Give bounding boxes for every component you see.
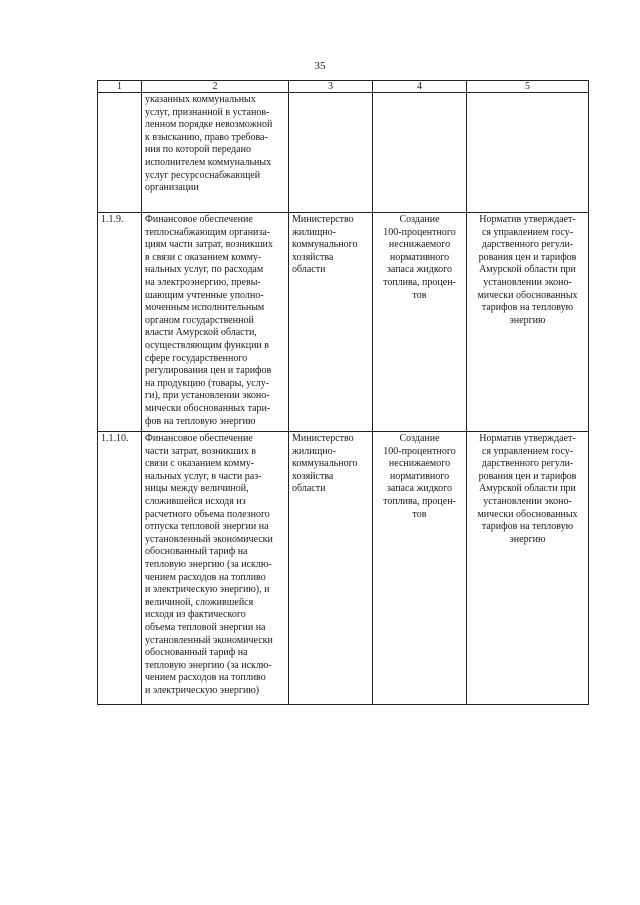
result-cell: Создание 100-процентного неснижаемого нормативного запаса жидкого топлива, процен- тов [373, 432, 467, 705]
column-header-2: 2 [142, 81, 289, 93]
note-cell: Норматив утверждает- ся управлением госу- дарственного регули- рования цен и тарифов Амурской области при установлении эконо- мически обоснованных тарифов на тепловую энергию [467, 213, 589, 432]
row-number-cell: 1.1.10. [98, 432, 142, 705]
table-row [98, 93, 589, 213]
column-header-5: 5 [467, 81, 589, 93]
description-cell: Финансовое обеспечение теплоснабжающим организа- циям части затрат, возникших в связи с оказанием комму- нальных услуг, по расходам на электроэнергию, превы- шающим учтенные уполно- моченным исполнительным органом государственной власти Амурской области, осуществляющим функции в сфере государственного регулирования цен и тарифов на продукцию (товары, услу- ги), при установлении эконо- мически обоснованных тари- фов на тепловую энергию [142, 213, 289, 432]
document-table [97, 80, 589, 705]
row-number-cell: 1.1.9. [98, 213, 142, 432]
executor-cell: Министерство жилищно- коммунального хозяйства области [289, 213, 373, 432]
note-cell: Норматив утверждает- ся управлением госу- дарственного регули- рования цен и тарифов Амурской области при установлении эконо- мически обоснованных тарифов на тепловую энергию [467, 432, 589, 705]
column-header-4: 4 [373, 81, 467, 93]
executor-cell [289, 93, 373, 213]
table-row [98, 432, 589, 705]
executor-cell: Министерство жилищно- коммунального хозяйства области [289, 432, 373, 705]
page-number: 35 [314, 60, 326, 72]
note-cell [467, 93, 589, 213]
description-cell: Финансовое обеспечение части затрат, возникших в связи с оказанием комму- нальных услуг, в части раз- ницы между величиной, сложившейся исходя из расчетного объема полезного отпуска тепловой энергии на установленный экономически обоснованный тариф на тепловую энергию (за исклю- чением расходов на топливо и электрическую энергию), и величиной, сложившейся исходя из фактического объема тепловой энергии на установленный экономически обоснованный тариф на тепловую энергию (за исклю- чением расходов на топливо и электрическую энергию) [142, 432, 289, 705]
table-header-row [98, 81, 589, 93]
result-cell: Создание 100-процентного неснижаемого нормативного запаса жидкого топлива, процен- тов [373, 213, 467, 432]
column-header-1: 1 [98, 81, 142, 93]
description-cell: указанных коммунальных услуг, признанной в установ- ленном порядке невозможной к взысканию, право требова- ния по которой передано исполнителем коммунальных услуг ресурсоснабжающей организации [142, 93, 289, 213]
column-header-3: 3 [289, 81, 373, 93]
table-row [98, 213, 589, 432]
result-cell [373, 93, 467, 213]
row-number-cell [98, 93, 142, 213]
